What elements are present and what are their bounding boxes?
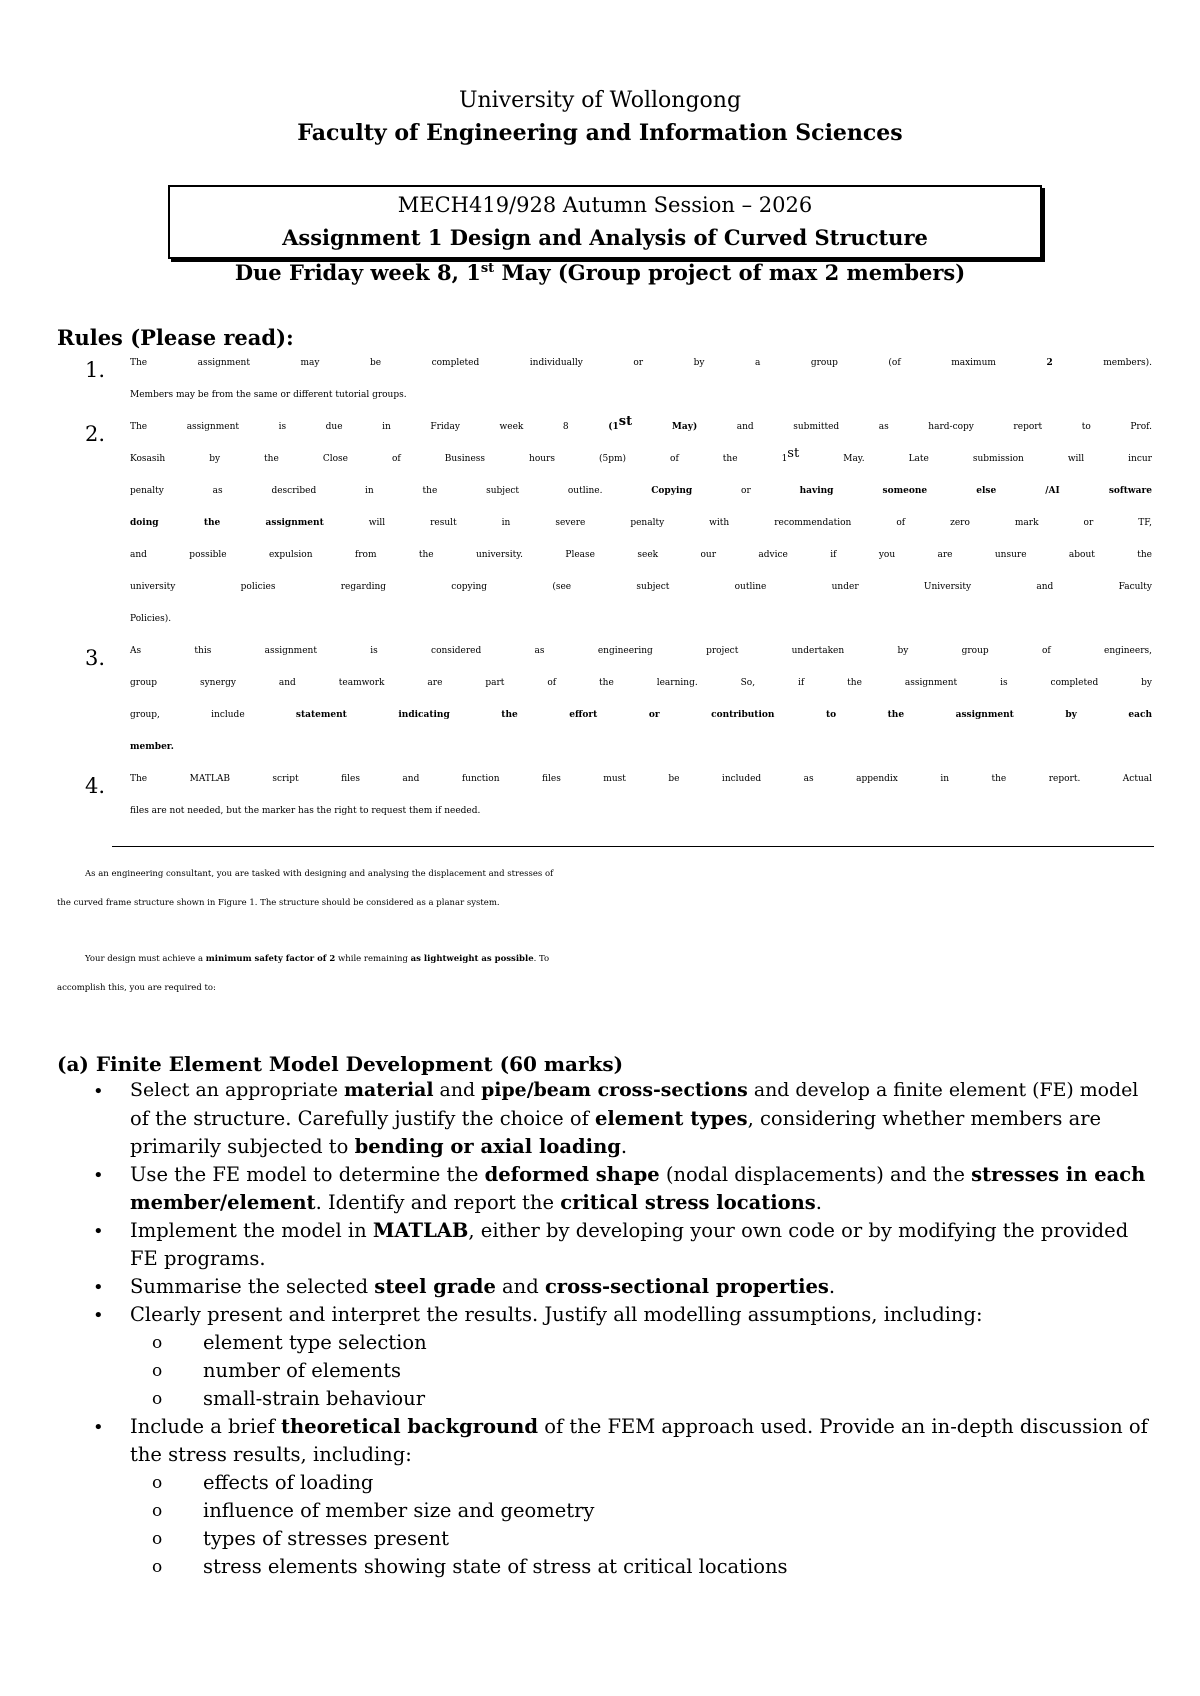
bullet-icon: • (93, 1305, 104, 1326)
bullet-icon: • (93, 1221, 104, 1242)
due-date: Due Friday week 8, 1st May (Group project of max 2 members) (234, 260, 966, 285)
sub-bullet-icon: o (152, 1361, 163, 1381)
rule-2-line: doing the assignment will result in severe penalty with recommendation of zero mark or TF, (130, 518, 1152, 528)
design-paragraph: Your design must achieve a minimum safety factor of 2 while remaining as lightweight as possible. To (85, 954, 550, 964)
course-line: MECH419/928 Autumn Session – 2026 (397, 193, 813, 217)
faculty-name: Faculty of Engineering and Information Sciences (297, 120, 903, 146)
sub-bullet-line: small-strain behaviour (203, 1387, 426, 1410)
rule-2-line: university policies regarding copying (see subject outline under University and Faculty (130, 582, 1152, 592)
bullet-line: primarily subjected to bending or axial loading. (130, 1135, 628, 1158)
sub-bullet-icon: o (152, 1389, 163, 1409)
rule-2-line: Kosasih by the Close of Business hours (5pm) of the 1st May. Late submission will incur (130, 446, 1152, 464)
section-a-heading: (a) Finite Element Model Development (60 marks) (57, 1052, 624, 1076)
rule-3-line: member. (130, 742, 174, 752)
rule-1-line: Members may be from the same or different tutorial groups. (130, 390, 407, 400)
bullet-line: the stress results, including: (130, 1443, 412, 1466)
rule-number: 2. (85, 422, 106, 446)
sub-bullet-icon: o (152, 1473, 163, 1493)
rule-2-line: Policies). (130, 614, 172, 624)
rule-1-line: The assignment may be completed individually or by a group (of maximum 2 members). (130, 358, 1152, 368)
assignment-title: Assignment 1 Design and Analysis of Curved Structure (282, 225, 928, 250)
sub-bullet-line: influence of member size and geometry (203, 1499, 595, 1522)
sub-bullet-icon: o (152, 1529, 163, 1549)
bullet-icon: • (93, 1165, 104, 1186)
bullet-line: of the structure. Carefully justify the choice of element types, considering whether members are (130, 1107, 1102, 1130)
sub-bullet-line: effects of loading (203, 1471, 374, 1494)
bullet-line: Select an appropriate material and pipe/beam cross-sections and develop a finite element (FE) model (130, 1079, 1139, 1101)
bullet-icon: • (93, 1277, 104, 1298)
rule-number: 1. (85, 358, 106, 382)
sub-bullet-line: stress elements showing state of stress at critical locations (203, 1555, 788, 1578)
intro-paragraph: As an engineering consultant, you are tasked with designing and analysing the displacement and stresses of (85, 869, 554, 879)
bullet-icon: • (93, 1417, 104, 1438)
rule-2-line: and possible expulsion from the university. Please seek our advice if you are unsure about the (130, 550, 1152, 560)
rules-divider (112, 846, 1154, 847)
rule-4-line: files are not needed, but the marker has the right to request them if needed. (130, 806, 481, 816)
rule-3-line: As this assignment is considered as engineering project undertaken by group of engineers, (130, 646, 1152, 656)
bullet-line: Include a brief theoretical background of the FEM approach used. Provide an in-depth discussion of (130, 1415, 1148, 1438)
sub-bullet-line: types of stresses present (203, 1527, 449, 1550)
sub-bullet-line: number of elements (203, 1359, 402, 1382)
university-name: University of Wollongong (458, 88, 742, 113)
bullet-line: Clearly present and interpret the results. Justify all modelling assumptions, including: (130, 1303, 983, 1326)
bullet-icon: • (93, 1081, 104, 1102)
title-box (168, 185, 1042, 259)
sub-bullet-line: element type selection (203, 1331, 427, 1354)
rule-2-line: The assignment is due in Friday week 8 (1st May) and submitted as hard-copy report to Prof. (130, 414, 1152, 432)
sub-bullet-icon: o (152, 1501, 163, 1521)
design-paragraph: accomplish this, you are required to: (57, 983, 216, 993)
rule-number: 3. (85, 646, 106, 670)
rule-3-line: group synergy and teamwork are part of the learning. So, if the assignment is completed by (130, 678, 1152, 688)
rule-2-line: penalty as described in the subject outline. Copying or having someone else /AI software (130, 486, 1152, 496)
rules-heading: Rules (Please read): (57, 325, 294, 350)
bullet-line: Use the FE model to determine the deformed shape (nodal displacements) and the stresses in each (130, 1163, 1146, 1186)
bullet-line: member/element. Identify and report the critical stress locations. (130, 1191, 822, 1214)
intro-paragraph: the curved frame structure shown in Figure 1. The structure should be considered as a planar system. (57, 898, 500, 908)
rule-3-line: group, include statement indicating the effort or contribution to the assignment by each (130, 710, 1152, 720)
bullet-line: Summarise the selected steel grade and cross-sectional properties. (130, 1275, 836, 1298)
rule-4-line: The MATLAB script files and function files must be included as appendix in the report. Actual (130, 774, 1152, 784)
bullet-line: Implement the model in MATLAB, either by developing your own code or by modifying the provided (130, 1219, 1129, 1242)
rule-number: 4. (85, 774, 106, 798)
bullet-line: FE programs. (130, 1247, 266, 1270)
sub-bullet-icon: o (152, 1557, 163, 1577)
sub-bullet-icon: o (152, 1333, 163, 1353)
